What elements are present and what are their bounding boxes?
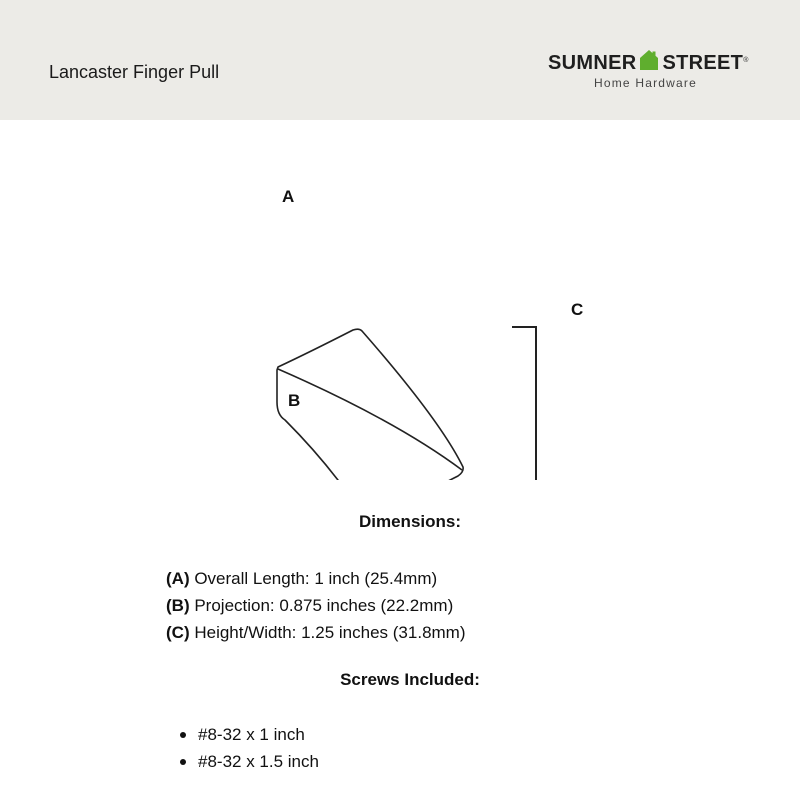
dimension-key: (C) bbox=[166, 623, 190, 642]
dimension-text: Projection: 0.875 inches (22.2mm) bbox=[189, 596, 454, 615]
dimension-key: (B) bbox=[166, 596, 190, 615]
house-icon bbox=[639, 49, 659, 71]
dimension-text: Height/Width: 1.25 inches (31.8mm) bbox=[189, 623, 466, 642]
dimension-row-b bbox=[166, 592, 466, 619]
label-c: C bbox=[571, 300, 584, 319]
finger-pull-outline bbox=[277, 329, 463, 480]
dimension-key: (A) bbox=[166, 569, 190, 588]
dimension-row-c bbox=[166, 619, 466, 646]
registered-mark: ® bbox=[743, 57, 749, 64]
product-diagram bbox=[0, 120, 800, 480]
dimension-text: Overall Length: 1 inch (25.4mm) bbox=[189, 569, 438, 588]
logo-word-street: STREET bbox=[662, 52, 744, 74]
screws-heading: Screws Included: bbox=[340, 670, 480, 689]
label-b: B bbox=[288, 391, 301, 410]
logo-word-sumner: SUMNER bbox=[548, 52, 637, 74]
finger-pull-drawing bbox=[0, 120, 800, 480]
list-item: #8-32 x 1.5 inch bbox=[176, 748, 319, 775]
brand-logo bbox=[548, 49, 763, 93]
list-item: #8-32 x 1 inch bbox=[176, 721, 319, 748]
header-bar bbox=[0, 0, 800, 120]
logo-tagline: Home Hardware bbox=[594, 76, 697, 90]
dimensions-heading: Dimensions: bbox=[358, 512, 462, 531]
label-a: A bbox=[282, 187, 295, 206]
screws-list bbox=[176, 721, 319, 775]
dimensions-list bbox=[166, 565, 466, 646]
product-title: Lancaster Finger Pull bbox=[49, 62, 220, 82]
height-bracket bbox=[512, 327, 536, 480]
logo-wordmark bbox=[548, 49, 749, 75]
dimension-row-a bbox=[166, 565, 466, 592]
